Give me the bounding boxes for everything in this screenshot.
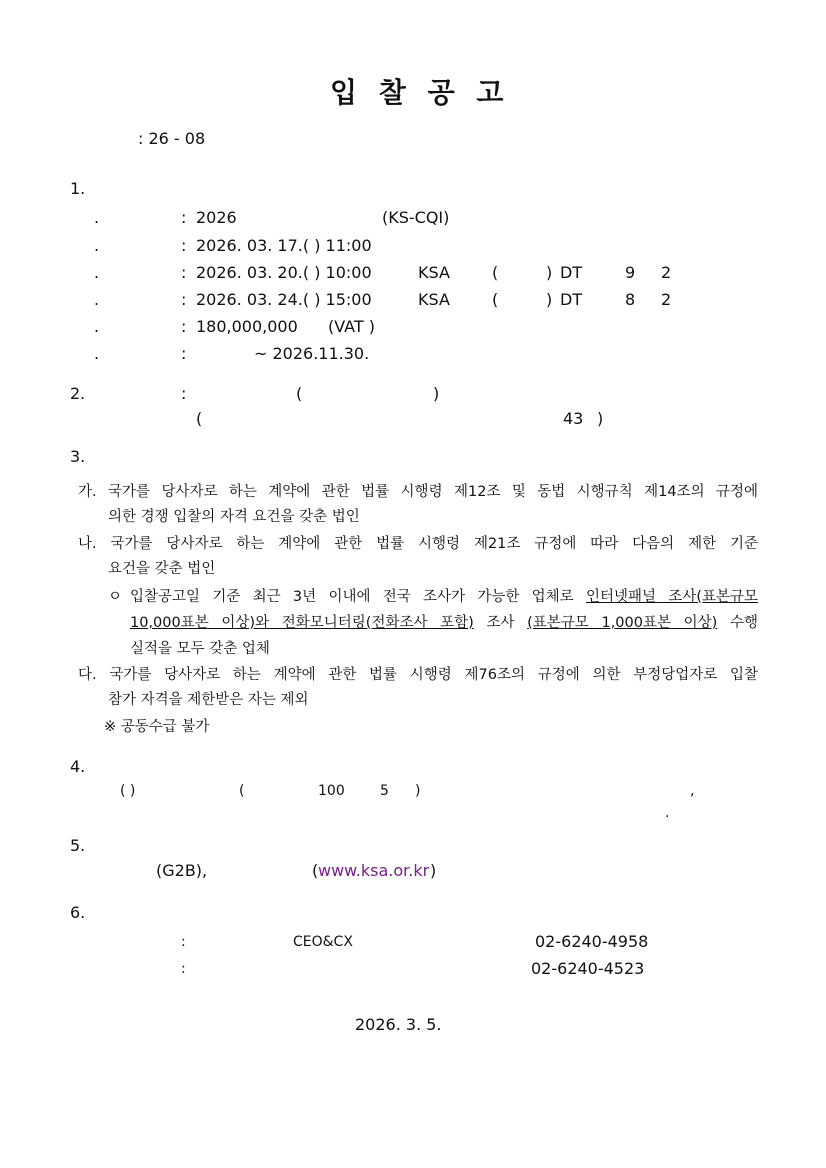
section-2-number: 2. <box>70 384 86 403</box>
row-n1: 8 <box>625 290 636 309</box>
item-da-line1: 다. 국가를 당사자로 하는 계약에 관한 법률 시행령 제76조의 규정에 의한 부정당업자로 입찰 <box>78 667 758 683</box>
row-paren-open: ( <box>492 290 499 309</box>
section-2-colon: : <box>181 384 187 403</box>
issue-date: 2026. 3. 5. <box>355 1015 442 1034</box>
section-2-line2-close: ) <box>597 409 604 428</box>
joint-supply-note: ※ 공동수급 불가 <box>104 719 210 735</box>
contact-colon: : <box>181 961 186 977</box>
row-colon: : <box>181 208 187 227</box>
section-4-paren-1: ( ) <box>120 783 136 799</box>
item-na-line1: 나. 국가를 당사자로 하는 계약에 관한 법률 시행령 제21조 규정에 따라 다음의 제한 기준 <box>78 536 758 552</box>
contact-phone: 02-6240-4523 <box>531 959 645 978</box>
section-4-period: . <box>665 805 670 821</box>
contact-phone: 02-6240-4958 <box>535 932 649 951</box>
row-dt: DT <box>560 290 583 309</box>
row-paren-open: ( <box>492 263 499 282</box>
bullet-line2-underlined-2: (표본규모 1,000표본 이상) <box>527 615 718 631</box>
row-dt: DT <box>560 263 583 282</box>
bullet-line1-underlined: 인터넷패널 조사(표본규모 <box>585 589 759 605</box>
row-value: 2026 <box>196 208 237 227</box>
row-dot: . <box>94 263 100 282</box>
row-n2: 2 <box>661 290 672 309</box>
section-4-paren-close: ) <box>415 783 421 799</box>
g2b-label: (G2B), <box>156 861 208 880</box>
row-colon: : <box>181 290 187 309</box>
url-paren-open: ( <box>312 861 319 880</box>
bullet-icon: ㅇ <box>108 589 123 605</box>
item-na-line2: 요건을 갖춘 법인 <box>108 561 216 577</box>
section-4-amount: 100 <box>318 783 345 799</box>
section-4-rate: 5 <box>380 783 389 799</box>
bullet-line2-end: 수행 <box>717 615 758 631</box>
row-colon: : <box>181 317 187 336</box>
section-2-line2-num: 43 <box>563 409 584 428</box>
row-extra: (VAT ) <box>328 317 375 336</box>
section-2-line2-open: ( <box>196 409 203 428</box>
bullet-line1-text: 입찰공고일 기준 최근 3년 이내에 전국 조사가 가능한 업체로 <box>130 589 586 605</box>
row-value: 2026. 03. 24.( ) 15:00 <box>196 290 372 309</box>
row-extra: (KS-CQI) <box>382 208 450 227</box>
row-paren-close: ) <box>546 290 553 309</box>
section-1-number: 1. <box>70 179 86 198</box>
contact-colon: : <box>181 934 186 950</box>
item-ga-line2: 의한 경쟁 입찰의 자격 요건을 갖춘 법인 <box>108 509 360 525</box>
row-dot: . <box>94 290 100 309</box>
row-place: KSA <box>418 263 450 282</box>
row-value: 2026. 03. 20.( ) 10:00 <box>196 263 372 282</box>
row-paren-close: ) <box>546 263 553 282</box>
item-ga-line1: 가. 국가를 당사자로 하는 계약에 관한 법률 시행령 제12조 및 동법 시행규칙 제14조의 규정에 <box>78 484 758 500</box>
row-value: ~ 2026.11.30. <box>254 344 370 363</box>
section-4-comma: , <box>690 783 695 799</box>
row-value: 2026. 03. 17.( ) 11:00 <box>196 236 372 255</box>
section-2-paren-open: ( <box>296 384 303 403</box>
section-4-paren-open: ( <box>239 783 245 799</box>
page-title: 입 찰 공 고 <box>330 76 510 109</box>
bullet-line2-underlined: 10,000표본 이상)와 전화모니터링(전화조사 포함) <box>130 615 474 631</box>
row-colon: : <box>181 236 187 255</box>
section-5-number: 5. <box>70 836 86 855</box>
row-dot: . <box>94 236 100 255</box>
section-6-number: 6. <box>70 903 86 922</box>
row-value: 180,000,000 <box>196 317 298 336</box>
row-dot: . <box>94 317 100 336</box>
section-3-number: 3. <box>70 447 86 466</box>
row-n1: 9 <box>625 263 636 282</box>
bullet-line2 <box>130 614 758 632</box>
contact-dept: CEO&CX <box>293 934 353 950</box>
row-n2: 2 <box>661 263 672 282</box>
bullet-line1 <box>130 588 758 606</box>
row-colon: : <box>181 344 187 363</box>
section-4-number: 4. <box>70 757 86 776</box>
item-da-line2: 참가 자격을 제한받은 자는 제외 <box>108 692 309 708</box>
url-paren-close: ) <box>430 861 437 880</box>
ksa-website-link[interactable]: www.ksa.or.kr <box>318 861 430 880</box>
row-place: KSA <box>418 290 450 309</box>
row-colon: : <box>181 263 187 282</box>
row-dot: . <box>94 208 100 227</box>
notice-number: : 26 - 08 <box>138 129 206 148</box>
section-2-paren-close: ) <box>433 384 440 403</box>
row-dot: . <box>94 344 100 363</box>
bullet-line3: 실적을 모두 갖춘 업체 <box>130 641 270 657</box>
bullet-line2-text: 조사 <box>473 615 528 631</box>
